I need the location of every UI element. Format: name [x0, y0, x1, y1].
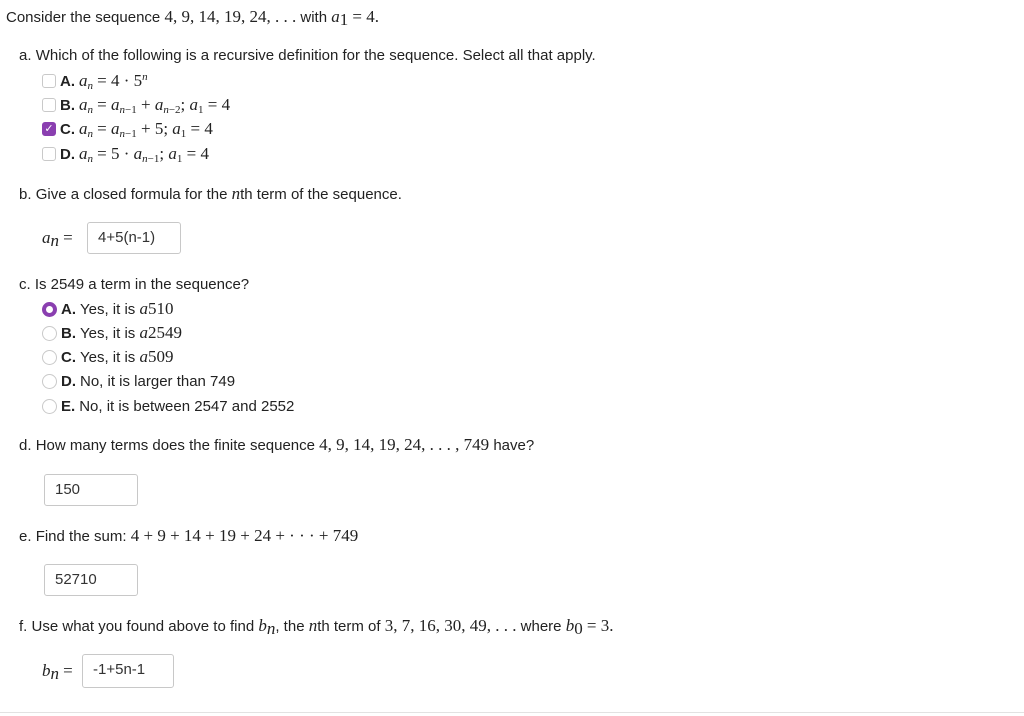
part-a-prompt: a. Which of the following is a recursive definition for the sequence. Select all that apply.	[19, 47, 596, 64]
part-d-answer-input[interactable]: 150	[44, 474, 138, 506]
checkbox[interactable]	[42, 98, 56, 112]
checkbox-checked[interactable]: ✓	[42, 122, 56, 136]
part-c-option-d[interactable]: D. No, it is larger than 749	[42, 370, 235, 392]
part-f-answer-label: $b_n$ =	[42, 661, 73, 683]
checkbox[interactable]	[42, 147, 56, 161]
part-b-prompt: b. Give a closed formula for the nth term of the sequence.	[19, 184, 402, 203]
radio[interactable]	[42, 326, 57, 341]
part-a-option-b[interactable]: B. $a_n$ = $a_{n-1} + a_{n-2}$; $a_1 = 4$	[42, 94, 230, 116]
bottom-divider	[0, 712, 1024, 713]
radio-selected[interactable]	[42, 302, 57, 317]
part-f-answer-input[interactable]: -1+5n-1	[82, 654, 174, 688]
part-e-answer-input[interactable]: 52710	[44, 564, 138, 596]
part-c-option-c[interactable]: C. Yes, it is a 509	[42, 346, 173, 368]
problem-statement: Consider the sequence 4, 9, 14, 19, 24, . . . with $a_1 = 4$.	[6, 7, 379, 29]
radio[interactable]	[42, 374, 57, 389]
part-a-option-d[interactable]: D. $a_n$ = $5 \cdot a_{n-1}$; $a_1 = 4$	[42, 143, 209, 165]
part-a-option-c[interactable]: ✓ C. $a_n$ = $a_{n-1} + 5$; $a_1 = 4$	[42, 118, 213, 140]
part-d-prompt: d. How many terms does the finite sequence 4, 9, 14, 19, 24, . . . , 749 have?	[19, 435, 535, 454]
part-b-answer-label: $a_n$ =	[42, 228, 73, 250]
part-c-option-e[interactable]: E. No, it is between 2547 and 2552	[42, 395, 294, 417]
part-c-prompt: c. Is 2549 a term in the sequence?	[19, 276, 250, 293]
radio[interactable]	[42, 399, 57, 414]
checkbox[interactable]	[42, 74, 56, 88]
part-c-option-b[interactable]: B. Yes, it is a 2549	[42, 322, 182, 344]
part-f-prompt: f. Use what you found above to find $b_n$, the nth term of 3, 7, 16, 30, 49, . . . where $b_0 = 3$.	[19, 616, 614, 638]
part-e-prompt: e. Find the sum: 4 + 9 + 14 + 19 + 24 + · · · + 749	[19, 526, 359, 545]
radio[interactable]	[42, 350, 57, 365]
part-c-option-a[interactable]: A. Yes, it is a 510	[42, 298, 173, 320]
part-b-answer-input[interactable]: 4+5(n-1)	[87, 222, 181, 254]
part-a-option-a[interactable]: A. $a_n$ = $4 \cdot 5^n$	[42, 70, 148, 92]
